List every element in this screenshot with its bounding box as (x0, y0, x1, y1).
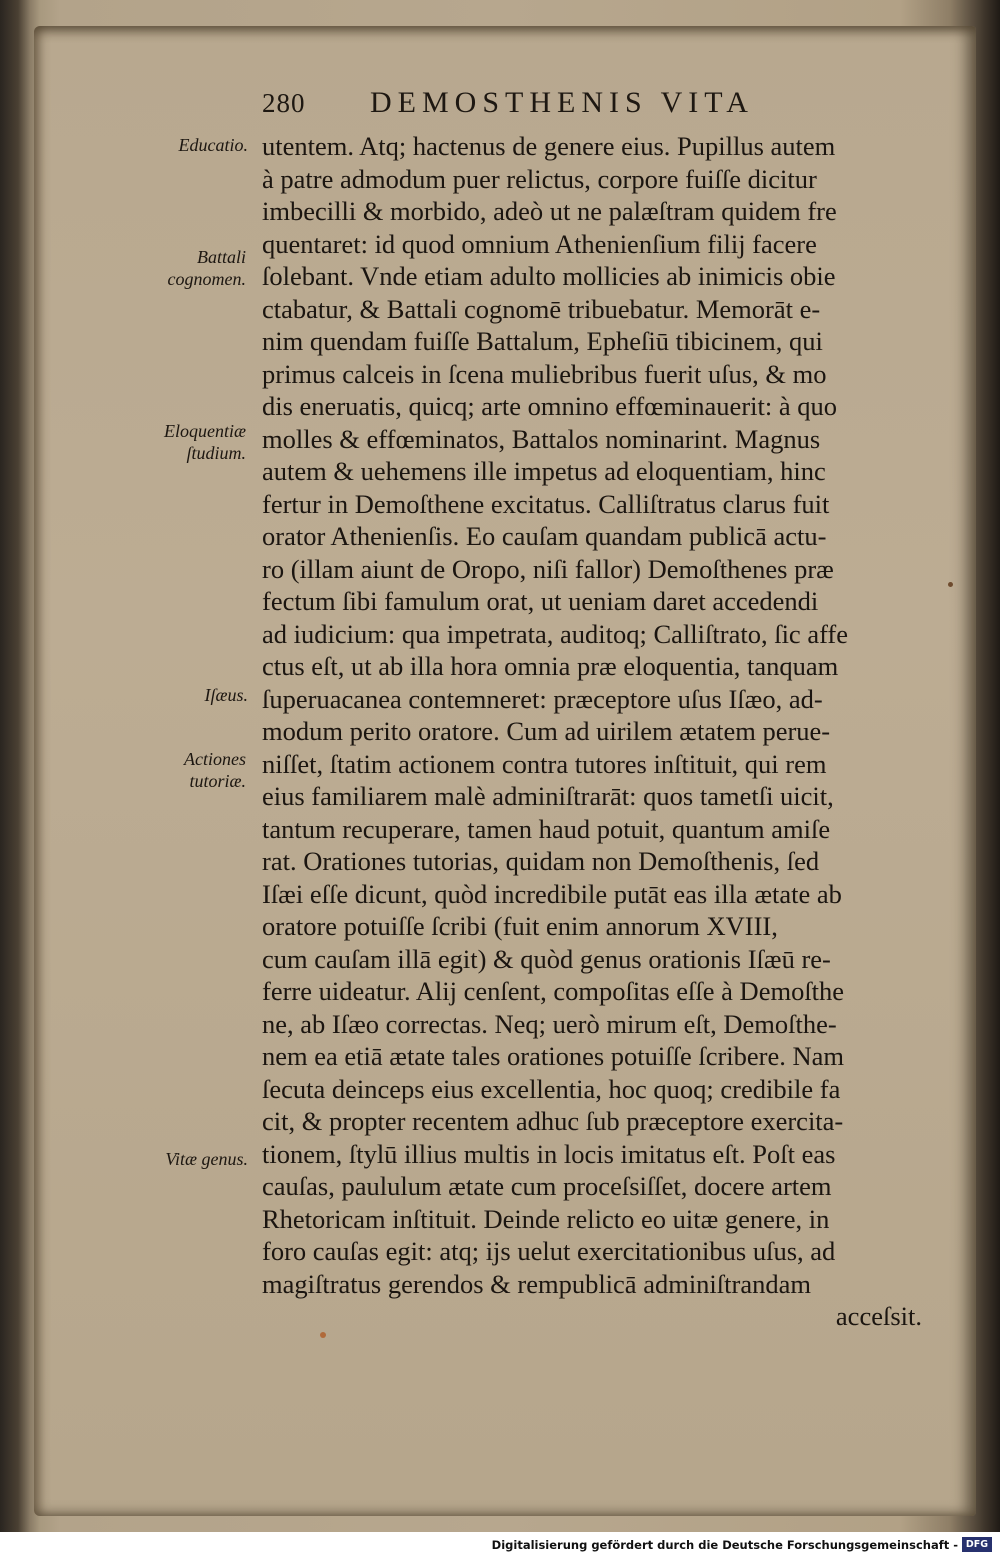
text-line: cauſas, paululum ætate cum proceſsiſſet, docere artem (262, 1171, 832, 1201)
text-line: nim quendam fuiſſe Battalum, Epheſiū tibicinem, qui (262, 326, 823, 356)
text-line: tantum recuperare, tamen haud potuit, quantum amiſe (262, 813, 831, 844)
text-line: ne, ab Iſæo correctas. Neq; uerò mirum eſt, Demoſthe- (262, 1008, 837, 1039)
text-line: ctus eſt, ut ab illa hora omnia præ eloquentia, tanquam (262, 651, 839, 681)
paper-spot (948, 582, 953, 587)
text-line: ctabatur, & Battali cognomē tribuebatur. Memorāt e- (262, 293, 821, 324)
margin-note-actiones: Actiones tutoriæ. (184, 749, 246, 791)
footer-bar (0, 1532, 1000, 1558)
text-line: fectum ſibi famulum orat, ut ueniam daret accedendi (262, 586, 819, 616)
text-line: dis eneruatis, quicq; arte omnino effœminauerit: à quo (262, 391, 837, 421)
text-line: ro (illam aiunt de Oropo, niſi fallor) Demoſthenes præ (262, 553, 834, 584)
text-line: utentem. Atq; hactenus de genere eius. Pupillus autem (262, 131, 836, 161)
text-line: primus calceis in ſcena muliebribus fuerit uſus, & mo (262, 358, 827, 389)
running-title: DEMOSTHENIS VITA (370, 86, 754, 119)
text-line: foro cauſas egit: atq; ijs uelut exercitationibus uſus, ad (262, 1236, 836, 1266)
folio-number: 280 (262, 88, 306, 118)
text-line: ferre uideatur. Alij cenſent, compoſitas eſſe à Demoſthe (262, 976, 845, 1006)
text-line: quentaret: id quod omnium Athenienſium filij facere (262, 228, 817, 259)
text-line: ad iudicium: qua impetrata, auditoq; Calliſtrato, ſic affe (262, 618, 849, 649)
text-line: nem ea etiā ætate tales orationes potuiſſe ſcribere. Nam (262, 1041, 845, 1071)
text-line: Rhetoricam inſtituit. Deinde relicto eo uitæ genere, in (262, 1203, 830, 1234)
margin-note-eloquentiae: Eloquentiæ ſtudium. (164, 421, 246, 463)
text-line: fertur in Demoſthene excitatus. Calliſtratus clarus fuit (262, 488, 830, 519)
text-line: Iſæi eſſe dicunt, quòd incredibile putāt eas illa ætate ab (262, 878, 842, 909)
text-line: niſſet, ſtatim actionem contra tutores inſtituit, qui rem (262, 748, 827, 779)
dfg-logo: DFG (962, 1537, 992, 1552)
closing-line: acceſsit. (835, 1301, 922, 1331)
margin-note-battali: Battali cognomen. (167, 247, 246, 289)
text-line: cum cauſam illā egit) & quòd genus orationis Iſæū re- (262, 943, 831, 974)
margin-note-isaeus: Iſæus. (204, 685, 248, 705)
text-line: orator Athenienſis. Eo cauſam quandam publicā actu- (262, 521, 827, 551)
text-line: oratore potuiſſe ſcribi (fuit enim annorum XVIII, (262, 911, 778, 941)
text-line: ſolebant. Vnde etiam adulto mollicies ab inimicis obie (262, 261, 836, 291)
text-line: cit, & propter recentem adhuc ſub præceptore exercita- (262, 1106, 844, 1136)
page-header (262, 86, 822, 126)
text-line: ſecuta deinceps eius excellentia, hoc quoq; credibile fa (262, 1073, 841, 1104)
text-line: eius familiarem malè adminiſtrarāt: quos tametſi uicit, (262, 781, 834, 811)
margin-note-vitae: Vitæ genus. (165, 1149, 248, 1169)
text-line: tionem, ſtylū illius multis in locis imitatus eſt. Poſt eas (262, 1138, 836, 1169)
text-line: molles & effœminatos, Battalos nominarint. Magnus (262, 423, 821, 454)
footer-credit: Digitalisierung gefördert durch die Deutsche Forschungsgemeinschaft - (491, 1538, 958, 1552)
paper-spot (320, 1332, 326, 1338)
body-text (262, 130, 922, 1333)
text-line: rat. Orationes tutorias, quidam non Demoſthenis, ſed (262, 846, 820, 876)
text-line: à patre admodum puer relictus, corpore fuiſſe dicitur (262, 163, 817, 194)
text-line: magiſtratus gerendos & rempublicā adminiſtrandam (262, 1268, 811, 1299)
text-line: autem & uehemens ille impetus ad eloquentiam, hinc (262, 456, 826, 486)
text-line: ſuperuacanea contemneret: præceptore uſus Iſæo, ad- (262, 683, 823, 714)
text-line: modum perito oratore. Cum ad uirilem ætatem perue- (262, 716, 831, 746)
text-line: imbecilli & morbido, adeò ut ne palæſtram quidem fre (262, 196, 837, 226)
margin-note-educatio: Educatio. (178, 135, 248, 155)
